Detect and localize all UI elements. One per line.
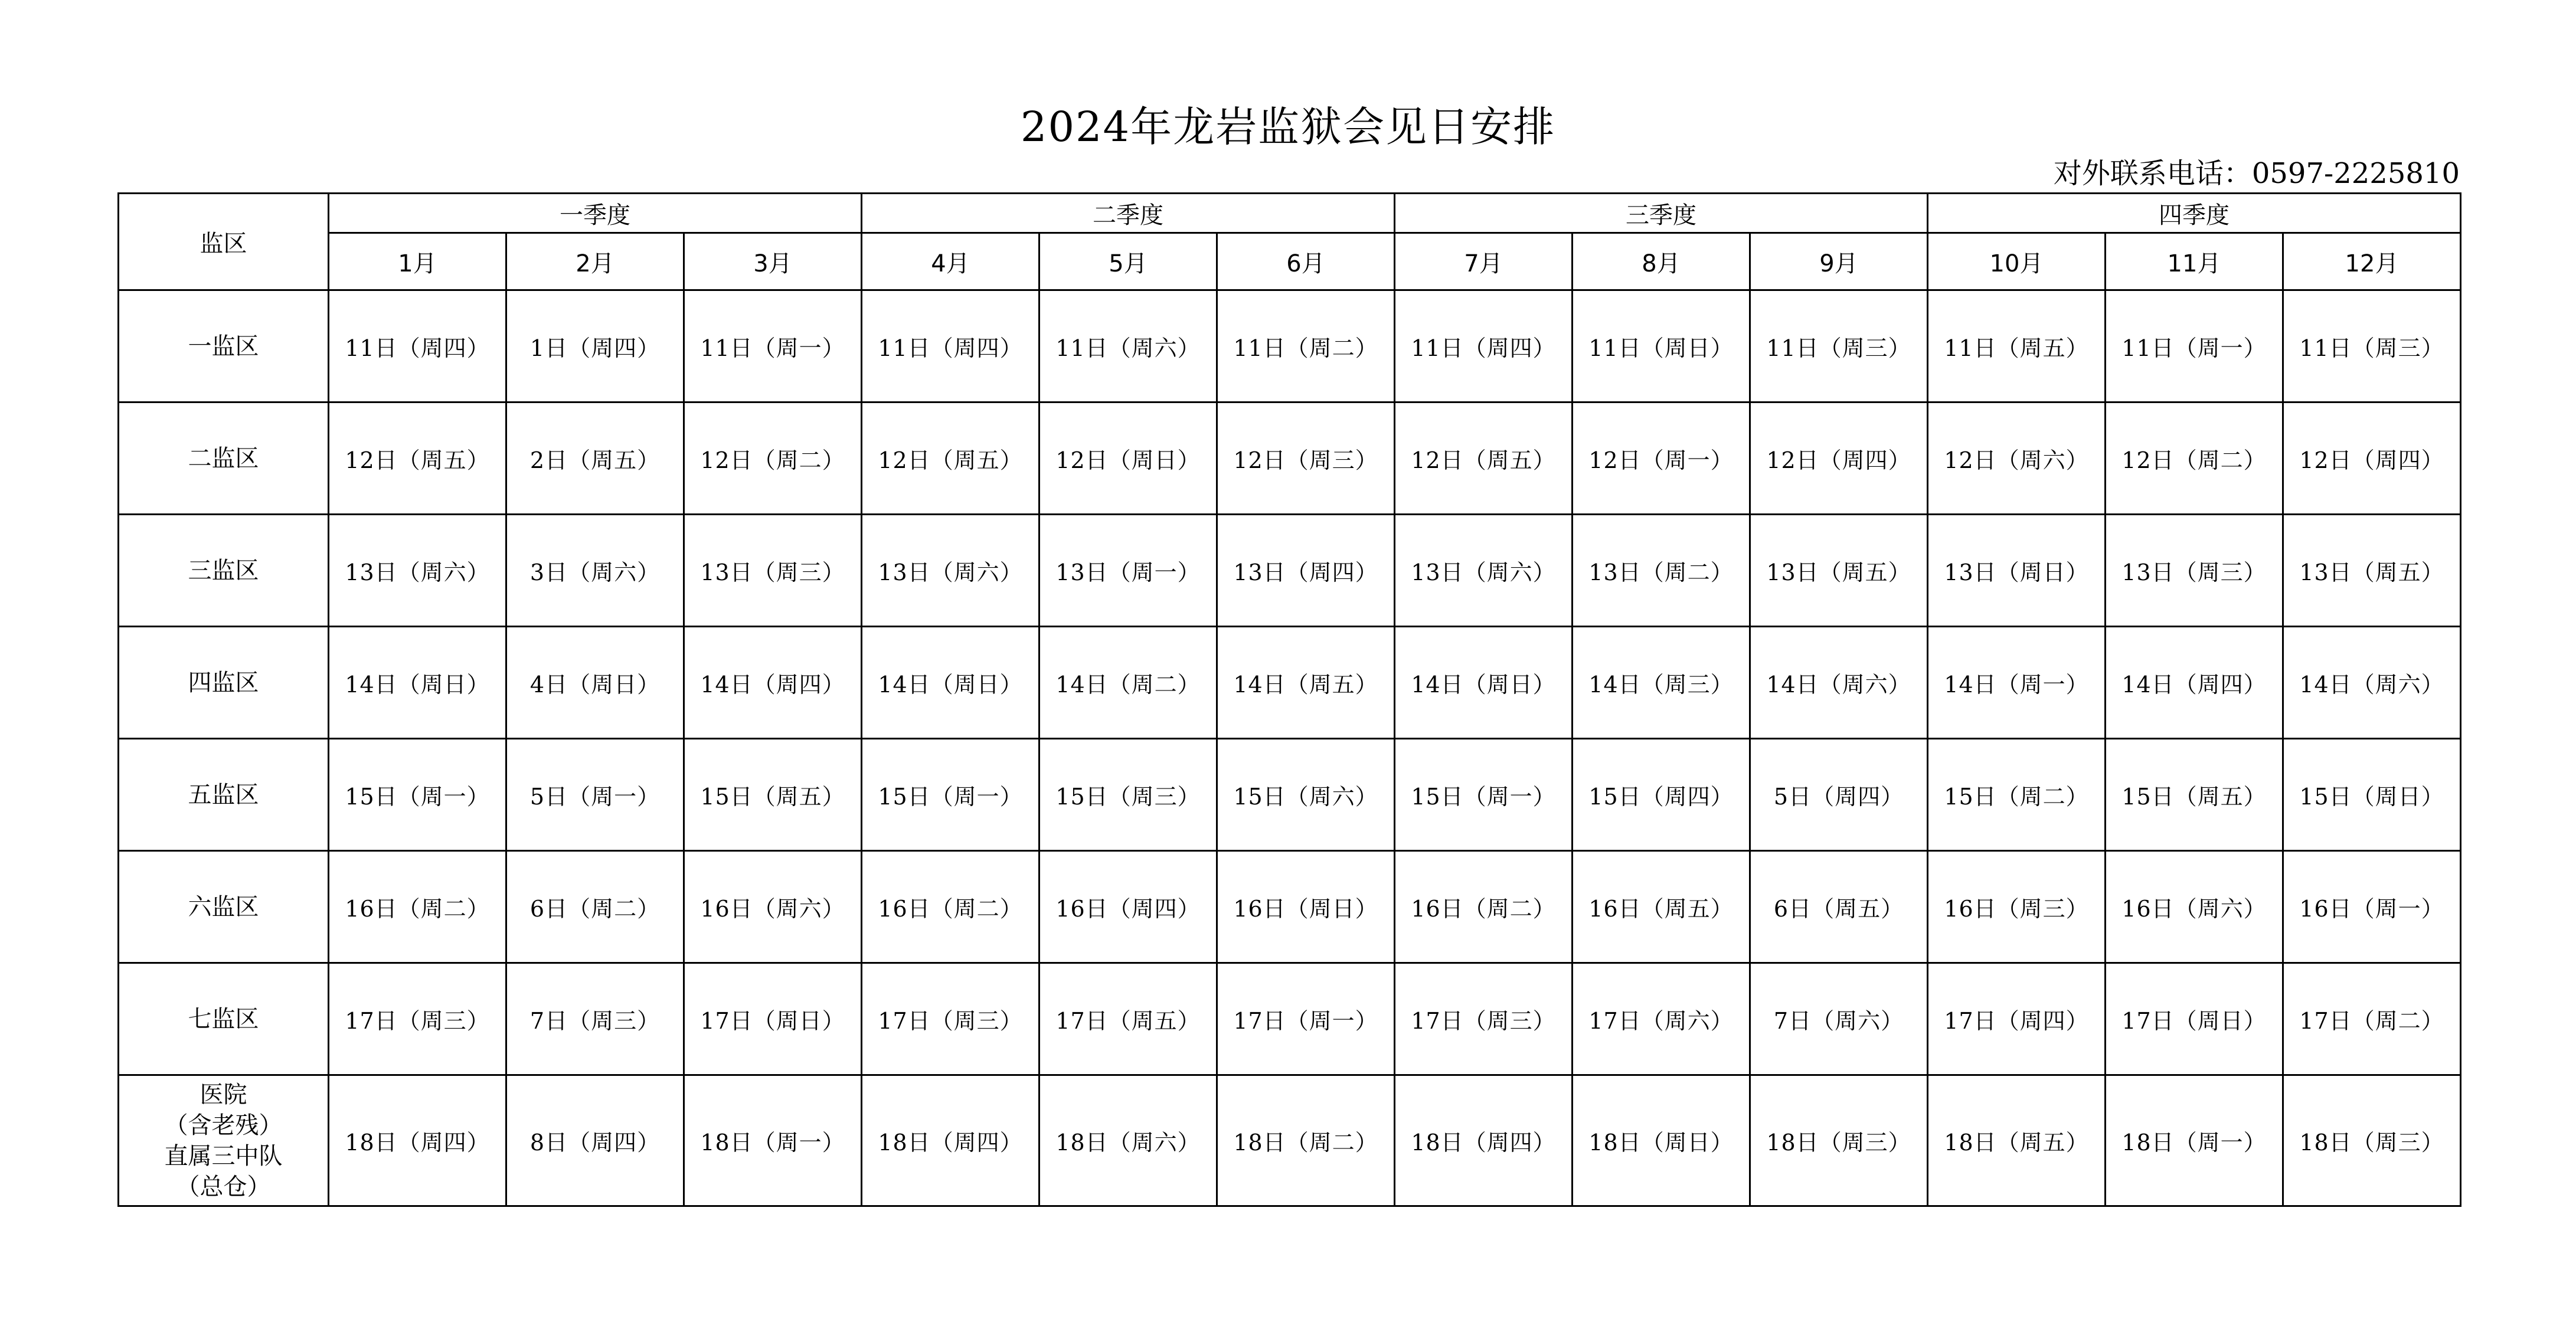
table-row — [119, 1075, 2461, 1206]
month-header: 7月 — [1395, 233, 1573, 290]
zone-label — [119, 851, 329, 963]
visit-date-cell: 17日（周日） — [2106, 963, 2283, 1075]
visit-date-cell: 15日（周三） — [1039, 739, 1217, 851]
visit-date-cell: 3日（周六） — [506, 515, 684, 627]
visit-date-cell: 17日（周四） — [1928, 963, 2106, 1075]
visit-date-cell: 16日（周三） — [1928, 851, 2106, 963]
visit-date-cell: 18日（周日） — [1573, 1075, 1750, 1206]
visit-date-cell: 14日（周六） — [2283, 627, 2461, 739]
visit-date-cell: 16日（周二） — [862, 851, 1039, 963]
month-header: 5月 — [1039, 233, 1217, 290]
zone-label-line: 七监区 — [188, 1005, 259, 1033]
visit-date-cell: 6日（周五） — [1750, 851, 1928, 963]
visit-date-cell: 11日（周三） — [1750, 290, 1928, 402]
table-row — [119, 402, 2461, 515]
visit-date-cell: 12日（周一） — [1573, 402, 1750, 515]
visit-date-cell: 18日（周三） — [2283, 1075, 2461, 1206]
visit-date-cell: 13日（周一） — [1039, 515, 1217, 627]
visit-date-cell: 13日（周三） — [684, 515, 862, 627]
visit-date-cell: 12日（周四） — [1750, 402, 1928, 515]
visit-date-cell: 17日（周日） — [684, 963, 862, 1075]
zone-label — [119, 402, 329, 515]
visit-date-cell: 16日（周二） — [1395, 851, 1573, 963]
visit-date-cell: 13日（周五） — [2283, 515, 2461, 627]
zone-column-header: 监区 — [119, 194, 329, 290]
month-header: 3月 — [684, 233, 862, 290]
visit-date-cell: 14日（周四） — [2106, 627, 2283, 739]
month-header: 12月 — [2283, 233, 2461, 290]
visit-date-cell: 17日（周三） — [1395, 963, 1573, 1075]
visit-date-cell: 12日（周五） — [329, 402, 506, 515]
visit-date-cell: 18日（周四） — [862, 1075, 1039, 1206]
table-row — [119, 627, 2461, 739]
visit-date-cell: 7日（周六） — [1750, 963, 1928, 1075]
zone-label-line: （含老残） — [164, 1111, 283, 1139]
visit-date-cell: 14日（周六） — [1750, 627, 1928, 739]
visit-date-cell: 11日（周日） — [1573, 290, 1750, 402]
visit-date-cell: 11日（周四） — [329, 290, 506, 402]
visit-date-cell: 13日（周六） — [329, 515, 506, 627]
visit-date-cell: 14日（周二） — [1039, 627, 1217, 739]
visit-date-cell: 16日（周六） — [2106, 851, 2283, 963]
zone-label-line: （总仓） — [176, 1173, 271, 1200]
page-title: 2024年龙岩监狱会见日安排 — [1020, 103, 1556, 151]
visit-date-cell: 15日（周一） — [329, 739, 506, 851]
month-header: 2月 — [506, 233, 684, 290]
visit-date-cell: 18日（周三） — [1750, 1075, 1928, 1206]
visit-date-cell: 12日（周六） — [1928, 402, 2106, 515]
quarter-header: 二季度 — [862, 194, 1395, 233]
visit-date-cell: 18日（周一） — [2106, 1075, 2283, 1206]
visit-date-cell: 11日（周二） — [1217, 290, 1395, 402]
visit-date-cell: 15日（周五） — [2106, 739, 2283, 851]
visit-date-cell: 12日（周五） — [1395, 402, 1573, 515]
visit-date-cell: 12日（周五） — [862, 402, 1039, 515]
visit-schedule-table — [117, 192, 2461, 1207]
zone-label-line: 五监区 — [188, 781, 259, 809]
visit-date-cell: 13日（周五） — [1750, 515, 1928, 627]
quarter-header-row — [119, 194, 2461, 233]
visit-date-cell: 11日（周一） — [2106, 290, 2283, 402]
visit-date-cell: 17日（周二） — [2283, 963, 2461, 1075]
visit-date-cell: 14日（周四） — [684, 627, 862, 739]
visit-date-cell: 15日（周六） — [1217, 739, 1395, 851]
visit-date-cell: 16日（周二） — [329, 851, 506, 963]
visit-date-cell: 15日（周日） — [2283, 739, 2461, 851]
schedule-body — [119, 290, 2461, 1206]
table-row — [119, 290, 2461, 402]
visit-date-cell: 15日（周一） — [1395, 739, 1573, 851]
visit-date-cell: 13日（周二） — [1573, 515, 1750, 627]
visit-date-cell: 14日（周日） — [1395, 627, 1573, 739]
visit-date-cell: 16日（周一） — [2283, 851, 2461, 963]
visit-date-cell: 14日（周五） — [1217, 627, 1395, 739]
zone-label-line: 二监区 — [188, 444, 259, 472]
visit-date-cell: 14日（周三） — [1573, 627, 1750, 739]
month-header: 4月 — [862, 233, 1039, 290]
zone-label — [119, 963, 329, 1075]
visit-date-cell: 15日（周一） — [862, 739, 1039, 851]
zone-label-line: 六监区 — [188, 893, 259, 921]
month-header: 11月 — [2106, 233, 2283, 290]
zone-label — [119, 739, 329, 851]
visit-date-cell: 18日（周四） — [329, 1075, 506, 1206]
visit-date-cell: 14日（周日） — [862, 627, 1039, 739]
visit-date-cell: 18日（周四） — [1395, 1075, 1573, 1206]
contact-phone: 对外联系电话：0597-2225810 — [2053, 157, 2460, 190]
table-row — [119, 739, 2461, 851]
visit-date-cell: 17日（周一） — [1217, 963, 1395, 1075]
visit-date-cell: 8日（周四） — [506, 1075, 684, 1206]
visit-date-cell: 16日（周四） — [1039, 851, 1217, 963]
month-header: 10月 — [1928, 233, 2106, 290]
visit-date-cell: 12日（周二） — [2106, 402, 2283, 515]
visit-date-cell: 5日（周一） — [506, 739, 684, 851]
table-row — [119, 515, 2461, 627]
zone-label-line: 直属三中队 — [164, 1142, 283, 1170]
month-header: 9月 — [1750, 233, 1928, 290]
visit-date-cell: 18日（周二） — [1217, 1075, 1395, 1206]
visit-date-cell: 6日（周二） — [506, 851, 684, 963]
visit-date-cell: 4日（周日） — [506, 627, 684, 739]
visit-date-cell: 13日（周六） — [862, 515, 1039, 627]
visit-date-cell: 18日（周五） — [1928, 1075, 2106, 1206]
visit-date-cell: 17日（周五） — [1039, 963, 1217, 1075]
zone-label — [119, 627, 329, 739]
table-row — [119, 851, 2461, 963]
visit-date-cell: 13日（周六） — [1395, 515, 1573, 627]
month-header: 1月 — [329, 233, 506, 290]
month-header-row — [119, 233, 2461, 290]
visit-date-cell: 11日（周六） — [1039, 290, 1217, 402]
quarter-header: 一季度 — [329, 194, 862, 233]
visit-date-cell: 5日（周四） — [1750, 739, 1928, 851]
zone-label-line: 三监区 — [188, 557, 259, 584]
visit-date-cell: 18日（周六） — [1039, 1075, 1217, 1206]
visit-date-cell: 13日（周四） — [1217, 515, 1395, 627]
visit-date-cell: 17日（周三） — [862, 963, 1039, 1075]
visit-date-cell: 2日（周五） — [506, 402, 684, 515]
visit-date-cell: 15日（周二） — [1928, 739, 2106, 851]
table-row — [119, 963, 2461, 1075]
visit-date-cell: 16日（周六） — [684, 851, 862, 963]
zone-label — [119, 290, 329, 402]
zone-label-line: 四监区 — [188, 669, 259, 696]
visit-date-cell: 14日（周日） — [329, 627, 506, 739]
visit-date-cell: 18日（周一） — [684, 1075, 862, 1206]
visit-date-cell: 16日（周日） — [1217, 851, 1395, 963]
quarter-header: 四季度 — [1928, 194, 2461, 233]
visit-date-cell: 12日（周日） — [1039, 402, 1217, 515]
visit-date-cell: 11日（周五） — [1928, 290, 2106, 402]
visit-date-cell: 13日（周日） — [1928, 515, 2106, 627]
visit-date-cell: 1日（周四） — [506, 290, 684, 402]
visit-date-cell: 11日（周一） — [684, 290, 862, 402]
visit-date-cell: 17日（周六） — [1573, 963, 1750, 1075]
visit-date-cell: 15日（周五） — [684, 739, 862, 851]
month-header: 6月 — [1217, 233, 1395, 290]
visit-date-cell: 12日（周二） — [684, 402, 862, 515]
visit-date-cell: 7日（周三） — [506, 963, 684, 1075]
zone-label — [119, 1075, 329, 1206]
quarter-header: 三季度 — [1395, 194, 1928, 233]
zone-label-line: 一监区 — [188, 332, 259, 360]
month-header: 8月 — [1573, 233, 1750, 290]
visit-date-cell: 11日（周四） — [862, 290, 1039, 402]
visit-date-cell: 13日（周三） — [2106, 515, 2283, 627]
zone-label-line: 医院 — [200, 1081, 247, 1108]
visit-date-cell: 17日（周三） — [329, 963, 506, 1075]
visit-date-cell: 16日（周五） — [1573, 851, 1750, 963]
visit-date-cell: 15日（周四） — [1573, 739, 1750, 851]
visit-date-cell: 12日（周四） — [2283, 402, 2461, 515]
visit-date-cell: 12日（周三） — [1217, 402, 1395, 515]
visit-date-cell: 11日（周四） — [1395, 290, 1573, 402]
visit-date-cell: 14日（周一） — [1928, 627, 2106, 739]
zone-label — [119, 515, 329, 627]
visit-date-cell: 11日（周三） — [2283, 290, 2461, 402]
